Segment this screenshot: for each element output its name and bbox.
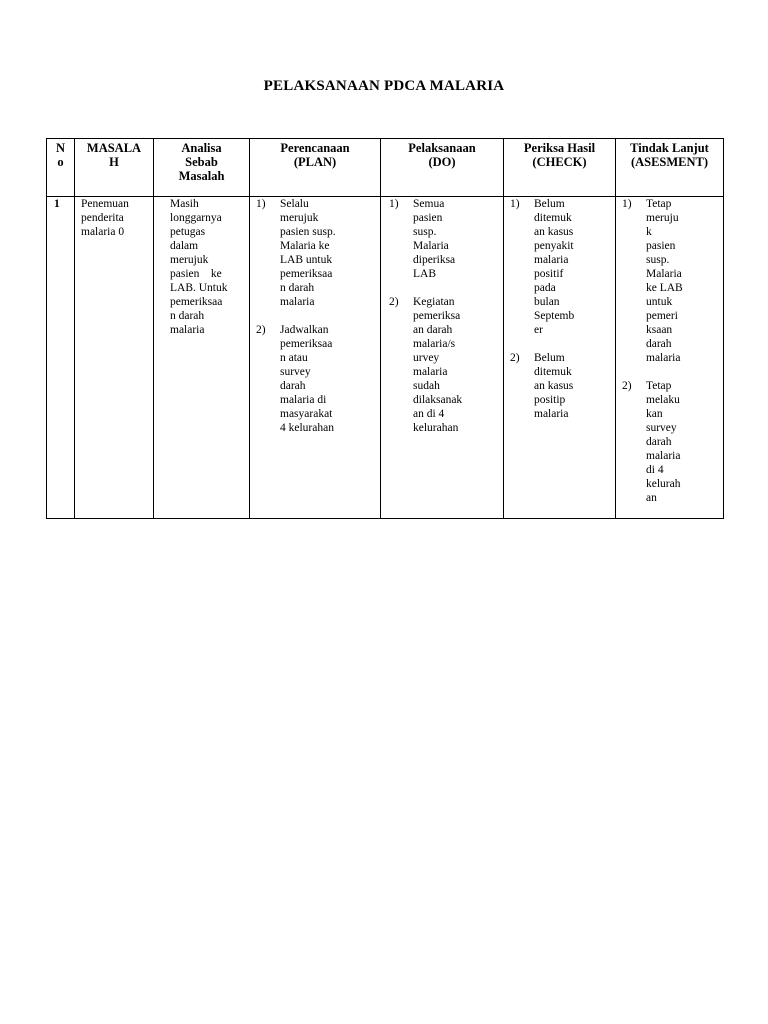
header-check <box>504 139 616 197</box>
list-line: kan <box>646 408 663 420</box>
list-line: pemeriksaa <box>280 268 333 280</box>
list-line: ke LAB <box>646 282 683 294</box>
list-line: n darah <box>280 282 315 294</box>
list-line: malaria di <box>280 394 327 406</box>
pdca-table <box>46 138 724 519</box>
list-line: urvey <box>413 352 440 364</box>
list-line: ditemuk <box>534 212 572 224</box>
list-line: pasien <box>413 212 443 224</box>
header-line: H <box>109 155 119 169</box>
list-item <box>256 323 380 435</box>
list-line: Malaria ke <box>280 240 330 252</box>
list-line: Selalu <box>280 198 309 210</box>
list-line: Semua <box>413 198 445 210</box>
cell-line: penderita <box>81 212 124 224</box>
list-line: survey <box>646 422 677 434</box>
cell-line: longgarnya <box>170 212 222 224</box>
list-line: malaria <box>534 408 569 420</box>
list-line: malaria <box>646 352 681 364</box>
list-line: darah <box>646 436 672 448</box>
cell-line: pemeriksaa <box>170 296 223 308</box>
list-number: 2) <box>510 352 520 364</box>
list-line: Tetap <box>646 380 672 392</box>
cell-masalah <box>75 197 154 519</box>
header-masalah <box>75 139 154 197</box>
list-text <box>534 197 574 337</box>
list-line: an darah <box>413 324 453 336</box>
list-line: dilaksanak <box>413 394 463 406</box>
list-line: susp. <box>413 226 437 238</box>
cell-no <box>47 197 75 519</box>
list-line: diperiksa <box>413 254 456 266</box>
list-line: masyarakat <box>280 408 333 420</box>
header-do <box>381 139 504 197</box>
list-line: ditemuk <box>534 366 572 378</box>
cell-line: LAB. Untuk <box>170 282 228 294</box>
list-line: darah <box>280 380 306 392</box>
header-line: N <box>55 141 66 155</box>
cell-plan <box>250 197 381 519</box>
list-line: k <box>646 226 652 238</box>
list-number: 1) <box>256 198 266 210</box>
list-line: positif <box>534 268 564 280</box>
list-line: LAB untuk <box>280 254 333 266</box>
cell-line: n darah <box>170 310 205 322</box>
list-line: susp. <box>646 254 670 266</box>
list-text <box>646 379 680 505</box>
header-row <box>47 139 724 197</box>
header-line: MASALA <box>86 141 142 155</box>
list-number: 1) <box>389 198 399 210</box>
cell-line: Penemuan <box>81 198 129 210</box>
cell-tindak <box>616 197 724 519</box>
cell-line: pasien ke <box>170 268 222 280</box>
header-line: (CHECK) <box>532 155 587 169</box>
list-line: penyakit <box>534 240 574 252</box>
list-line: merujuk <box>280 212 319 224</box>
cell-line: malaria <box>170 324 205 336</box>
header-line: (ASESMENT) <box>630 155 709 169</box>
list-gap <box>389 281 503 295</box>
list-gap <box>510 337 615 351</box>
list-line: melaku <box>646 394 680 406</box>
list-line: n atau <box>280 352 308 364</box>
header-line: Analisa <box>181 141 222 155</box>
header-line: o <box>57 155 64 169</box>
header-tindak <box>616 139 724 197</box>
list-text <box>646 197 683 365</box>
list-line: pasien <box>646 240 676 252</box>
list-number: 1) <box>622 198 632 210</box>
list-line: an kasus <box>534 226 574 238</box>
list-line: Belum <box>534 352 565 364</box>
list-line: di 4 <box>646 464 664 476</box>
header-line: Tindak Lanjut <box>630 141 709 155</box>
list-line: Malaria <box>413 240 449 252</box>
header-line: Pelaksanaan <box>408 141 476 155</box>
cell-line: merujuk <box>170 254 209 266</box>
list-line: malaria <box>413 366 448 378</box>
list-text <box>413 295 462 435</box>
list-line: survey <box>280 366 311 378</box>
table-row <box>47 197 724 519</box>
header-line: (DO) <box>428 155 456 169</box>
list-line: darah <box>646 338 672 350</box>
list-item <box>510 351 615 421</box>
list-text <box>280 323 334 435</box>
list-line: Malaria <box>646 268 682 280</box>
cell-line: malaria 0 <box>81 226 125 238</box>
cell-analisa <box>154 197 250 519</box>
list-line: pemeriksa <box>413 310 461 322</box>
list-item <box>389 295 503 435</box>
header-line: (PLAN) <box>293 155 337 169</box>
list-line: kelurahan <box>413 422 459 434</box>
header-plan <box>250 139 381 197</box>
cell-do <box>381 197 504 519</box>
page-title: PELAKSANAAN PDCA MALARIA <box>263 78 505 94</box>
list-number: 2) <box>389 296 399 308</box>
list-line: sudah <box>413 380 440 392</box>
list-item <box>622 379 723 505</box>
list-gap <box>622 365 723 379</box>
cell-line: dalam <box>170 240 199 252</box>
list-line: Jadwalkan <box>280 324 329 336</box>
list-line: kelurah <box>646 478 681 490</box>
list-text <box>413 197 455 281</box>
list-number: 2) <box>256 324 266 336</box>
list-line: Kegiatan <box>413 296 455 308</box>
list-line: LAB <box>413 268 436 280</box>
list-number: 1) <box>510 198 520 210</box>
list-line: malaria <box>534 254 569 266</box>
list-line: malaria <box>280 296 315 308</box>
cell-line: Masih <box>170 198 199 210</box>
row-number: 1 <box>54 198 60 210</box>
list-gap <box>256 309 380 323</box>
list-item <box>622 197 723 365</box>
list-item <box>510 197 615 337</box>
list-item <box>256 197 380 309</box>
cell-line: petugas <box>170 226 206 238</box>
header-line: Periksa Hasil <box>523 141 596 155</box>
list-line: pemeriksaa <box>280 338 333 350</box>
header-no <box>47 139 75 197</box>
header-line: Sebab <box>185 155 218 169</box>
list-line: pasien susp. <box>280 226 336 238</box>
list-line: bulan <box>534 296 560 308</box>
cell-check <box>504 197 616 519</box>
list-line: Belum <box>534 198 565 210</box>
list-line: malaria/s <box>413 338 456 350</box>
list-line: pada <box>534 282 556 294</box>
list-line: malaria <box>646 450 681 462</box>
list-line: an kasus <box>534 380 574 392</box>
header-analisa <box>154 139 250 197</box>
header-line: Perencanaan <box>280 141 350 155</box>
list-line: untuk <box>646 296 673 308</box>
list-line: er <box>534 324 543 336</box>
list-item <box>389 197 503 281</box>
list-line: an <box>646 492 657 504</box>
list-line: 4 kelurahan <box>280 422 334 434</box>
list-line: pemeri <box>646 310 678 322</box>
list-text <box>280 197 336 309</box>
list-line: positip <box>534 394 566 406</box>
list-line: Septemb <box>534 310 575 322</box>
header-line: Masalah <box>178 169 225 183</box>
list-line: an di 4 <box>413 408 445 420</box>
list-number: 2) <box>622 380 632 392</box>
list-text <box>534 351 573 421</box>
list-line: ksaan <box>646 324 673 336</box>
list-line: Tetap <box>646 198 672 210</box>
list-line: meruju <box>646 212 679 224</box>
